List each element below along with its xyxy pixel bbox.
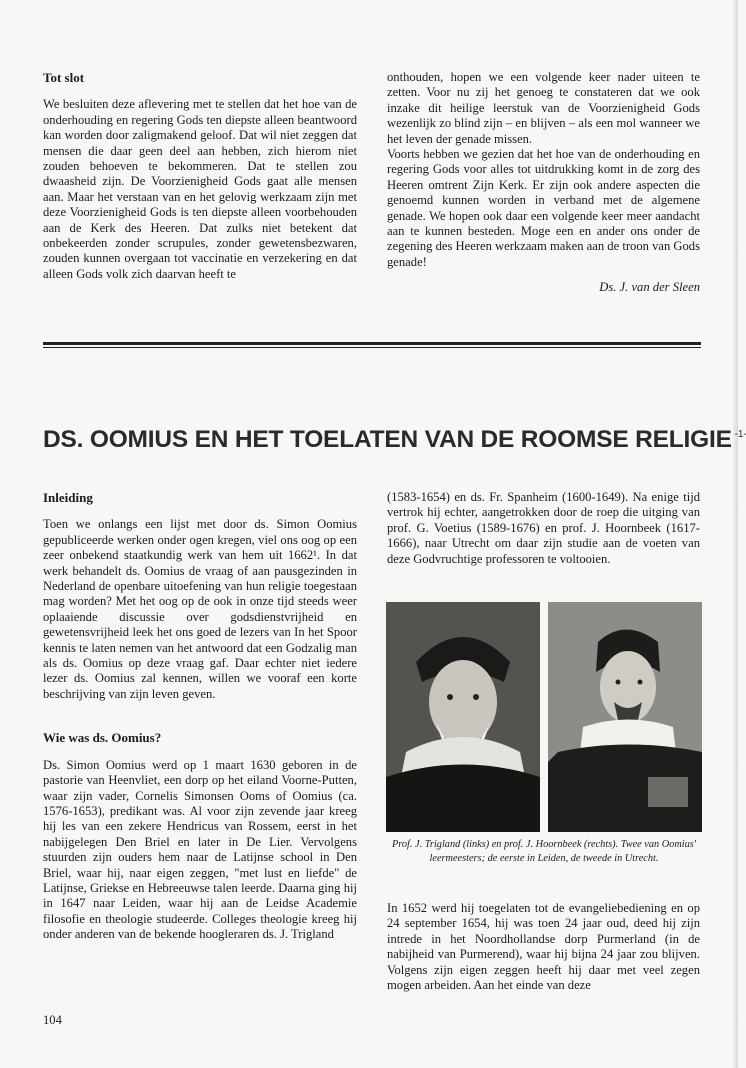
article-title-text: DS. OOMIUS EN HET TOELATEN VAN DE ROOMSE RELIGIE — [43, 426, 732, 453]
article-title — [43, 426, 746, 454]
section-heading-wie-was: Wie was ds. Oomius? — [43, 730, 162, 746]
article-left-column — [43, 490, 357, 943]
portrait-pair — [386, 602, 702, 832]
photo-caption: Prof. J. Trigland (links) en prof. J. Hoornbeek (rechts). Twee van Oomius' leermeesters; de eerste in Leiden, de tweede in Utrecht. — [391, 839, 696, 864]
right-paragraph-2: In 1652 werd hij toegelaten tot de evangeliebediening en op 24 september 1654, hij was toen 24 jaar oud, deed hij zijn intrede in het Noordhollandse dorp Purmerland (in de nabijheid van Purmerend), waar hij bijna 24 jaar zou blijven. Volgens zijn eigen zeggen heeft hij daar met veel zegen mogen arbeiden. Aan het einde van deze — [387, 901, 700, 993]
top-left-column — [43, 70, 357, 282]
biography-paragraph: Ds. Simon Oomius werd op 1 maart 1630 geboren in de pastorie van Heenvliet, een dorp op het eiland Voorne-Putten, waar zijn vader, Cornelis Simonsen Ooms of Oomius (ca. 1576-1653), predikant was. Al voor zijn zevende jaar kreeg hij les van een zekere Hendricus van Rossem, eerst in het nabijgelegen Den Briel en later in De Lier. Vervolgens stuurden zijn ouders hem naar de Latijnse school in Den Briel, waar hij, naar eigen zeggen, "met lust en liefde" de Latijnse, Griekse en Hebreeuwse talen leerde. Daarna ging hij in 1647 naar Leiden, waar hij aan de Leidse Academie filosofie en theologie studeerde. Colleges theologie kreeg hij onder anderen van de bekende hoogleraren ds. J. Trigland — [43, 757, 357, 942]
top-right-paragraph-2: Voorts hebben we gezien dat het hoe van de onderhouding en regering Gods voor alles tot uitdrukking komt in de zorg des Heeren omtrent Zijn Kerk. Er zijn ook andere aspecten die genoemd kunnen worden in verband met de algemene genade. We hopen ook daar een volgende keer meer aandacht aan te kunnen besteden. Moge een en ander ons onder de zegening des Heeren werkzaam maken aan de troon van Gods genade! — [387, 147, 700, 269]
article-part-number: -1- — [734, 429, 746, 440]
top-right-paragraph-1: onthouden, hopen we een volgende keer nader uiteen te zetten. Voor nu zij het genoeg te constateren dat we ook inzake dit heilige leerstuk van de Voorzienigheid Gods wezenlijk zo blind zijn – en blijven – als een mol wanneer we het leven der genade missen. — [387, 70, 700, 146]
section-heading-tot-slot: Tot slot — [43, 70, 85, 85]
top-right-column — [387, 70, 700, 296]
section-divider-thin — [43, 347, 701, 348]
article-right-column-lower — [387, 901, 700, 993]
article-right-column — [387, 490, 700, 567]
author-signature: Ds. J. van der Sleen — [599, 280, 700, 295]
right-paragraph-1: (1583-1654) en ds. Fr. Spanheim (1600-1649). Na enige tijd vertrok hij echter, aangetrokken door de roep die uitging van prof. G. Voetius (1589-1676) en prof. J. Hoornbeek (1617-1666), naar Utrecht om daar zijn studie aan de voeten van deze Godvruchtige professoren te voltooien. — [387, 490, 700, 566]
portrait-trigland — [386, 602, 540, 832]
section-heading-inleiding: Inleiding — [43, 490, 93, 505]
page-edge — [732, 0, 738, 1068]
section-divider — [43, 342, 701, 345]
portrait-hoornbeek — [548, 602, 702, 832]
page-number: 104 — [43, 1013, 62, 1027]
intro-paragraph: Toen we onlangs een lijst met door ds. Simon Oomius gepubliceerde werken onder ogen kregen, viel ons oog op een zeer onbekend staatkundig werk van hem uit 1662¹. In dat werk behandelt ds. Oomius de vraag of aan pausgezinden in Nederland de openbare uitoefening van hun religie toegestaan mag worden? Met het oog op de ook in onze tijd steeds weer oplaaiende discussie over godsdienstvrijheid en gewetensvrijheid leek het ons goed de lezers van In het Spoor kennis te laten nemen van het antwoord dat een Godzalig man als ds. Oomius op deze vraag gaf. Daar echter niet iedere lezer ds. Oomius zal kennen, willen we vooraf een korte beschrijving van zijn leven geven. — [43, 517, 357, 701]
top-left-paragraph: We besluiten deze aflevering met te stellen dat het hoe van de onderhouding en regering Gods ten diepste alleen beantwoord kan worden door zaligmakend geloof. Dat wil niet zeggen dat mensen die daar geen deel aan hebben, zich hierom niet zouden behoeven te bekommeren. Dat te stellen zou dwaasheid zijn. De Voorzienigheid Gods gaat alle mensen aan. Maar het verstaan van en het gelovig werkzaam zijn met deze Voorzienigheid Gods is ten diepste alleen voorbehouden aan de Kerk des Heeren. Dat zulks niet betekent dat onbekeerden zonder scrupules, zonder gewetensbezwaren, zouden kunnen overgaan tot vaccinatie en verzekering en dat alleen Gods volk zich daarvan heeft te — [43, 97, 357, 281]
